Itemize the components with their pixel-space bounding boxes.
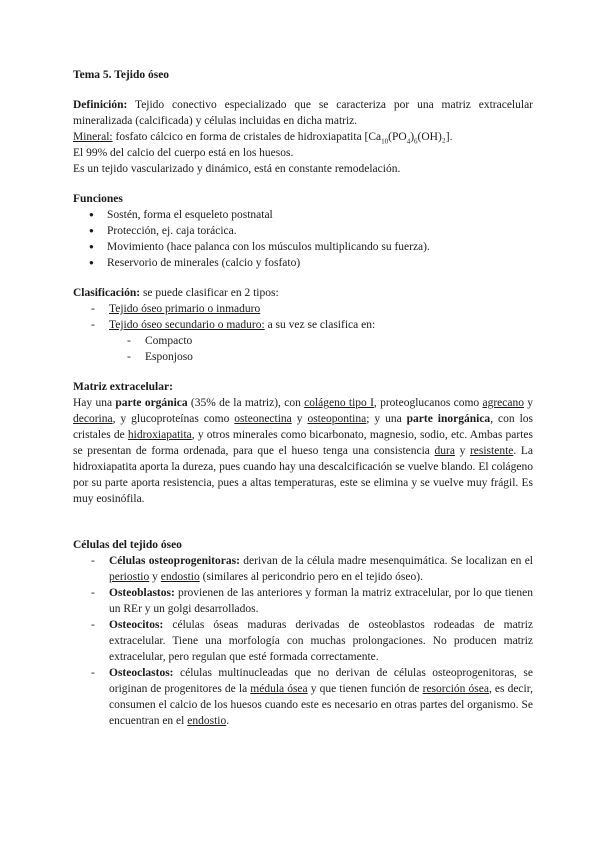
remodel-line: Es un tejido vascularizado y dinámico, está en constante remodelación. bbox=[73, 163, 401, 175]
text-run: , y otros minerales como bicarbonato, magnesio, sodio, etc. Ambas partes se presentan de forma ordenada, para que el hueso tenga una consistencia bbox=[73, 429, 533, 457]
definition-paragraph bbox=[73, 97, 533, 129]
calcium-line: El 99% del calcio del cuerpo está en los huesos. bbox=[73, 147, 294, 159]
decorin-term: decorina bbox=[73, 413, 113, 425]
text-run: y bbox=[291, 413, 308, 425]
aggrecan-term: agrecano bbox=[482, 397, 524, 409]
cells-heading: Células del tejido óseo bbox=[73, 539, 182, 551]
text-run: (similares al pericondrio pero en el tejido óseo). bbox=[199, 571, 423, 583]
collagen-term: colágeno tipo I bbox=[304, 397, 374, 409]
osteoprogenitor-label: Células osteoprogenitoras: bbox=[109, 555, 240, 567]
osteopontin-term: osteopontina bbox=[307, 413, 367, 425]
matrix-heading: Matriz extracelular: bbox=[73, 381, 173, 393]
text-run: células multinucleadas que no derivan de células osteoprogenitoras, se originan de progenitores de la bbox=[109, 667, 533, 695]
functions-list bbox=[73, 207, 533, 271]
endosteum-term: endostio bbox=[187, 715, 227, 727]
text-run: y bbox=[523, 397, 534, 409]
cells-section bbox=[73, 537, 533, 729]
text-run: , proteoglucanos como bbox=[373, 397, 483, 409]
page-title: Tema 5. Tejido óseo bbox=[73, 69, 170, 81]
mineral-subscript: 4 bbox=[406, 137, 411, 146]
classification-sublist bbox=[109, 333, 533, 365]
text-run: . La hidroxiapatita aporta la dureza, pues cuando hay una descalcificación se vuelve blando. El colágeno por su parte aporta resistencia, pues a altas temperaturas, este se elimina y se vuelve muy frágil. Es muy eosinófila. bbox=[73, 445, 533, 505]
cells-list bbox=[73, 553, 533, 729]
bone-marrow-term: médula ósea bbox=[250, 683, 308, 695]
list-item: ● Movimiento (hace palanca con los músculos multiplicando su fuerza). bbox=[73, 239, 533, 255]
text-run: , es decir, consumen el calcio de los huesos cuando este es necesario en otras partes del organismo. Se encuentran en el bbox=[109, 683, 533, 727]
classification-intro bbox=[73, 285, 533, 301]
text-run: provienen de las anteriores y forman la matriz extracelular, por lo que tienen un REr y un golgi desarrollados. bbox=[109, 587, 533, 615]
classification-label: Clasificación: bbox=[73, 287, 141, 299]
organic-part-term: parte orgánica bbox=[115, 397, 188, 409]
hard-term: dura bbox=[434, 445, 455, 457]
list-item bbox=[73, 665, 533, 729]
endosteum-term: endostio bbox=[160, 571, 200, 583]
mineral-label: Mineral: bbox=[73, 131, 113, 143]
list-item bbox=[73, 317, 533, 333]
osteoclast-label: Osteoclastos: bbox=[109, 667, 174, 679]
document-content bbox=[73, 67, 533, 729]
list-item: - Esponjoso bbox=[109, 349, 533, 365]
text-run: derivan de la célula madre mesenquimática. Se localizan en el bbox=[239, 555, 534, 567]
definition-label: Definición: bbox=[73, 99, 128, 111]
text-run: y bbox=[149, 571, 161, 583]
text-run: , con los cristales de bbox=[73, 413, 533, 441]
resistant-term: resistente bbox=[469, 445, 514, 457]
classification-item-secondary-rest: a su vez se clasifica en: bbox=[267, 319, 376, 331]
list-item: ● Reservorio de minerales (calcio y fosfato) bbox=[73, 255, 533, 271]
mineral-formula-part: (PO bbox=[388, 131, 407, 143]
classification-item-primary: Tejido óseo primario o inmaduro bbox=[109, 303, 261, 315]
text-run: y bbox=[454, 445, 470, 457]
list-item bbox=[73, 617, 533, 665]
functions-section bbox=[73, 191, 533, 271]
list-item bbox=[73, 585, 533, 617]
functions-heading: Funciones bbox=[73, 193, 123, 205]
mineral-formula-part: ) bbox=[410, 131, 415, 143]
text-run: . bbox=[226, 715, 230, 727]
mineral-line bbox=[73, 129, 533, 145]
bone-resorption-term: resorción ósea bbox=[422, 683, 489, 695]
osteonectin-term: osteonectina bbox=[234, 413, 292, 425]
list-item: - Compacto bbox=[109, 333, 533, 349]
list-item bbox=[73, 553, 533, 585]
text-run: Hay una bbox=[73, 397, 116, 409]
mineral-subscript: 6 bbox=[414, 137, 418, 146]
matrix-section bbox=[73, 379, 533, 507]
classification-intro-text: se puede clasificar en 2 tipos: bbox=[142, 287, 279, 299]
classification-item-secondary: Tejido óseo secundario o maduro: bbox=[109, 319, 265, 331]
list-item: ● Sostén, forma el esqueleto postnatal bbox=[73, 207, 533, 223]
mineral-subscript: 10 bbox=[381, 137, 389, 146]
hydroxyapatite-term: hidroxiapatita bbox=[127, 429, 192, 441]
osteoblast-label: Osteoblastos: bbox=[109, 587, 175, 599]
text-run: y que tienen función de bbox=[307, 683, 423, 695]
list-item: ● Protección, ej. caja torácica. bbox=[73, 223, 533, 239]
list-item bbox=[73, 301, 533, 317]
osteocyte-label: Osteocitos: bbox=[109, 619, 164, 631]
definition-text: Tejido conectivo especializado que se caracteriza por una matriz extracelular mineralizada (calcificada) y células incluidas en dicha matriz. bbox=[73, 99, 534, 127]
classification-section bbox=[73, 285, 533, 365]
definition-section bbox=[73, 97, 533, 177]
mineral-text: fosfato cálcico en forma de cristales de hidroxiapatita [Ca bbox=[115, 131, 382, 143]
classification-list bbox=[73, 301, 533, 333]
matrix-paragraph bbox=[73, 395, 533, 507]
text-run: células óseas maduras derivadas de osteoblastos rodeadas de matriz extracelular. Tiene una morfología con muchas prolongaciones. No producen matriz extracelular, pero regulan que esté formada correctamente. bbox=[109, 619, 533, 663]
text-run: (35% de la matriz), con bbox=[187, 397, 305, 409]
text-run: ; y una bbox=[366, 413, 407, 425]
inorganic-part-term: parte inorgánica bbox=[406, 413, 491, 425]
periosteum-term: periostio bbox=[109, 571, 150, 583]
mineral-formula-part: (OH)₂]. bbox=[417, 131, 453, 143]
text-run: , y glucoproteínas como bbox=[112, 413, 235, 425]
